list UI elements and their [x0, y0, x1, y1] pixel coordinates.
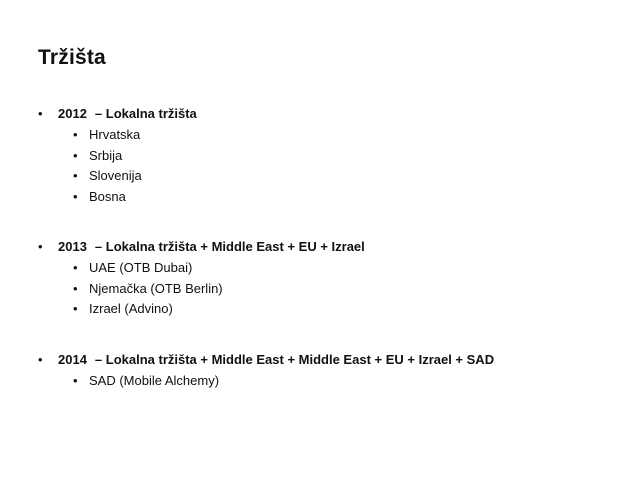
- list-item-text: Njemačka (OTB Berlin): [89, 280, 223, 296]
- bullet-icon: •: [73, 188, 78, 204]
- group-heading-text: – Lokalna tržišta + Middle East + EU + Izrael: [94, 239, 365, 254]
- slide-title: Tržišta: [38, 46, 106, 69]
- bullet-icon: •: [38, 352, 43, 367]
- bullet-icon: •: [73, 127, 78, 142]
- group-year: 2012: [58, 106, 87, 121]
- list-item-text: Hrvatska: [89, 127, 141, 142]
- bullet-icon: •: [38, 239, 43, 254]
- group-heading: [38, 103, 197, 125]
- list-item: [38, 125, 197, 146]
- bullet-icon: •: [73, 280, 78, 296]
- market-group-2012: [38, 103, 197, 207]
- group-year: 2014: [58, 352, 87, 367]
- list-item-text: UAE (OTB Dubai): [89, 260, 193, 275]
- list-item: [38, 258, 365, 279]
- group-year: 2013: [58, 239, 87, 254]
- list-item-text: Srbija: [89, 147, 123, 163]
- bullet-icon: •: [73, 260, 78, 275]
- group-heading: [38, 349, 494, 371]
- list-item: [38, 371, 494, 392]
- list-item-text: Bosna: [89, 188, 126, 204]
- market-group-2013: [38, 236, 365, 320]
- bullet-icon: •: [73, 147, 78, 163]
- list-item-text: SAD (Mobile Alchemy): [89, 373, 220, 388]
- list-item: [38, 146, 197, 167]
- bullet-icon: •: [38, 106, 43, 121]
- market-group-2014: [38, 349, 494, 392]
- group-heading-text: – Lokalna tržišta: [94, 106, 197, 121]
- list-item: [38, 187, 197, 208]
- bullet-icon: •: [73, 373, 78, 388]
- group-heading-text: – Lokalna tržišta + Middle East + Middle East + EU + Izrael + SAD: [94, 352, 495, 367]
- group-heading: [38, 236, 365, 258]
- bullet-icon: •: [73, 301, 78, 316]
- list-item: [38, 299, 365, 320]
- list-item-text: Izrael (Advino): [89, 301, 173, 316]
- list-item-text: Slovenija: [89, 168, 142, 183]
- list-item: [38, 166, 197, 187]
- list-item: [38, 279, 365, 300]
- bullet-icon: •: [73, 168, 78, 183]
